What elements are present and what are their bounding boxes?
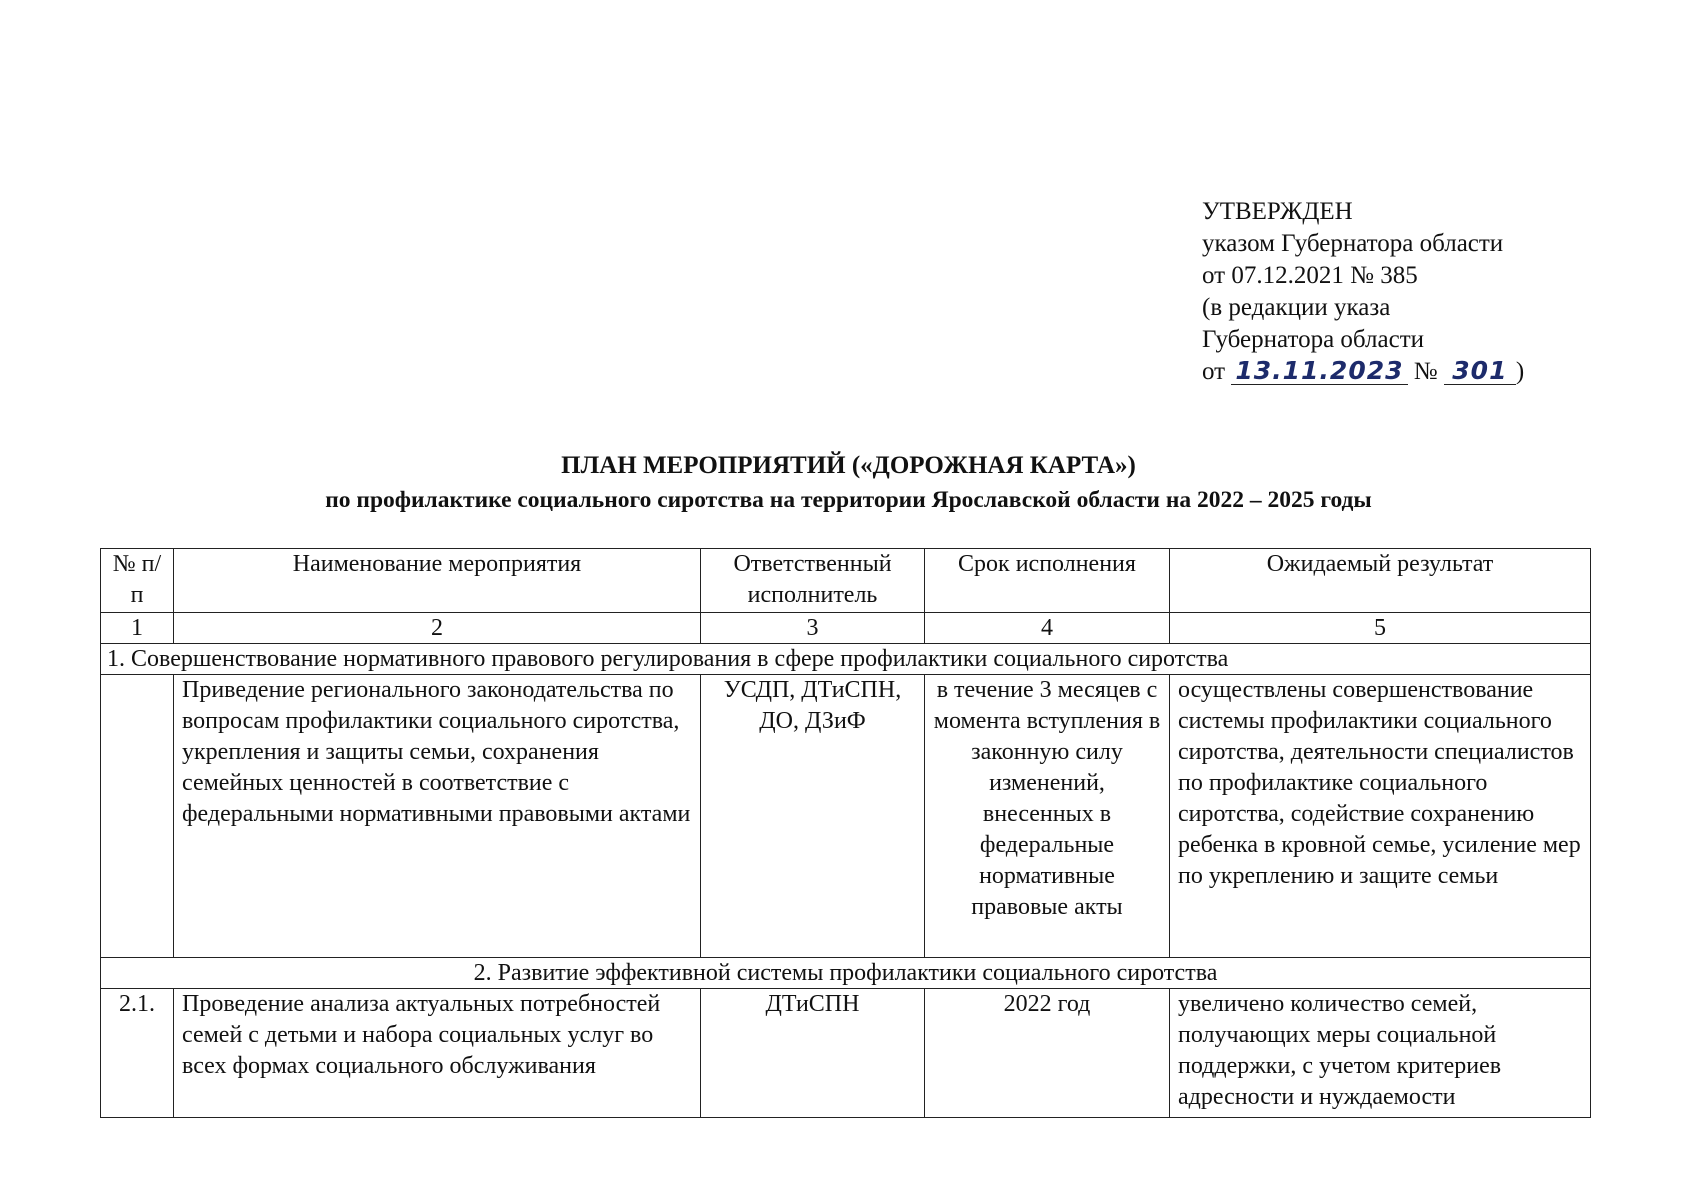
approval-edition: (в редакции указа [1202, 294, 1391, 321]
number-sign: № [1413, 358, 1438, 385]
row-activity: Приведение регионального законодательства по вопросам профилактики социального сиротства, укрепления и защиты семьи, сохранения семейных ценностей в соответствие с федеральными нормативными правовыми актами [174, 675, 701, 958]
table-header-row [101, 549, 1591, 613]
column-number-row [101, 613, 1591, 644]
row-deadline: в течение 3 месяцев с момента вступления в законную силу изменений, внесенных в федеральные нормативные правовые акты [925, 675, 1170, 958]
approval-date-number: от 07.12.2021 № 385 [1202, 262, 1418, 289]
row-result: осуществлены совершенствование системы профилактики социального сиротства, деятельности специалистов по профилактике социального сиротства, содействие сохранению ребенка в кровной семье, усиление мер по укреплению и защите семьи [1170, 675, 1591, 958]
header-executor: Ответственный исполнитель [701, 549, 925, 613]
row-num [101, 675, 174, 958]
row-deadline: 2022 год [925, 989, 1170, 1118]
section-2-title: 2. Развитие эффективной системы профилактики социального сиротства [101, 958, 1591, 989]
row-executor: УСДП, ДТиСПН, ДО, ДЗиФ [701, 675, 925, 958]
column-number: 3 [701, 613, 925, 644]
row-result: увеличено количество семей, получающих меры социальной поддержки, с учетом критериев адресности и нуждаемости [1170, 989, 1591, 1118]
plan-subtitle: по профилактике социального сиротства на территории Ярославской области на 2022 – 2025 годы [325, 487, 1372, 513]
plan-title: ПЛАН МЕРОПРИЯТИЙ («ДОРОЖНАЯ КАРТА») [561, 452, 1136, 479]
approval-stamp [1202, 196, 1622, 388]
approval-approved: УТВЕРЖДЕН [1202, 198, 1353, 225]
table-row [101, 675, 1591, 958]
header-deadline: Срок исполнения [925, 549, 1170, 613]
row-num: 2.1. [101, 989, 174, 1118]
approval-decree: указом Губернатора области [1202, 230, 1504, 257]
approval-governor: Губернатора области [1202, 326, 1424, 353]
handwritten-date: 13.11.2023 [1231, 358, 1407, 385]
column-number: 1 [101, 613, 174, 644]
row-activity: Проведение анализа актуальных потребностей семей с детьми и набора социальных услуг во всех формах социального обслуживания [174, 989, 701, 1118]
section-row [101, 958, 1591, 989]
section-1-title: 1. Совершенствование нормативного правового регулирования в сфере профилактики социального сиротства [101, 644, 1591, 675]
column-number: 2 [174, 613, 701, 644]
amendment-suffix: ) [1515, 358, 1525, 385]
roadmap-table [100, 548, 1591, 1118]
amendment-prefix: от [1202, 358, 1226, 385]
header-result: Ожидаемый результат [1170, 549, 1591, 613]
column-number: 4 [925, 613, 1170, 644]
header-name: Наименование мероприятия [174, 549, 701, 613]
table-row [101, 989, 1591, 1118]
column-number: 5 [1170, 613, 1591, 644]
section-row [101, 644, 1591, 675]
handwritten-number: 301 [1444, 358, 1516, 385]
header-num: № п/п [101, 549, 174, 613]
approval-amendment [1202, 356, 1622, 388]
row-executor: ДТиСПН [701, 989, 925, 1118]
